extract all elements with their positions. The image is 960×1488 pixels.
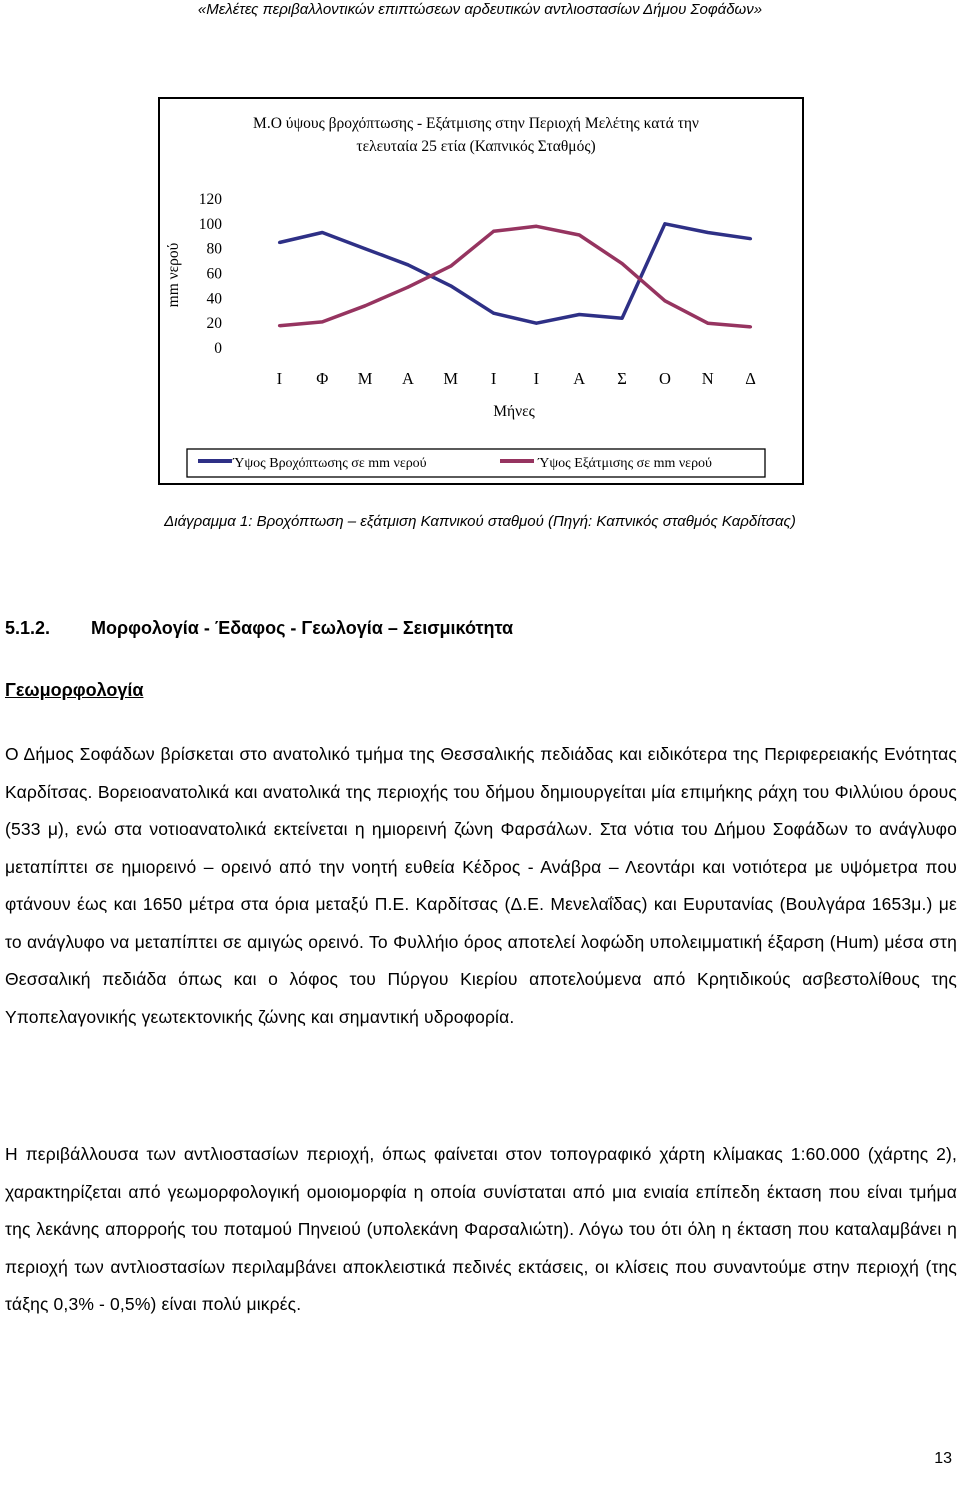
y-tick-label: 60 (206, 265, 222, 283)
evaporation-point (449, 265, 452, 268)
evaporation-point (749, 325, 752, 328)
section-heading (5, 618, 513, 639)
series-lines (278, 222, 752, 328)
rain-point (278, 241, 281, 244)
x-tick-label: Ι (490, 369, 497, 388)
x-tick-label: Μ (357, 369, 373, 388)
y-tick-label: 100 (198, 215, 222, 233)
figure-caption: Διάγραμμα 1: Βροχόπτωση – εξάτμιση Καπνικού σταθμού (Πηγή: Καπνικός σταθμός Καρδίτσας) (164, 513, 796, 530)
evaporation-point (406, 286, 409, 289)
x-tick-labels (277, 369, 756, 388)
legend-label-rain: Ύψος Βροχόπτωσης σε mm νερού (233, 456, 427, 471)
x-tick-label: Ι (533, 369, 540, 388)
evaporation-point (663, 299, 666, 302)
rain-point (706, 231, 709, 234)
chart-title-line1: Μ.Ο ύψους βροχόπτωσης - Εξάτμισης στην Περιοχή Μελέτης κατά την (253, 115, 699, 132)
y-tick-label: 20 (206, 315, 222, 333)
evaporation-point (492, 230, 495, 233)
y-tick-label: 120 (198, 191, 222, 208)
paragraph-2: Η περιβάλλουσα των αντλιοστασίων περιοχή, όπως φαίνεται στον τοπογραφικό χάρτη κλίμακας 1:60.000 (χάρτης 2), χαρακτηρίζεται από γεωμορφολογική ομοιομορφία η οποία συνίσταται από μια ενιαία επίπεδη έκταση που είναι τμήμα της λεκάνης απορροής του ποταμού Πηνειού (υπολεκάνη Φαρσαλιώτη). Λόγω του ότι όλη η έκταση που καταλαμβάνει η περιοχή των αντλιοστασίων περιλαμβάνει αποκλειστικά πεδινές εκτάσεις, οι κλίσεις που συναντούμε στην περιοχή (της τάξης 0,3% - 0,5%) είναι πολύ μικρές. (5, 1144, 957, 1314)
rain-point (492, 312, 495, 315)
y-tick-label: 80 (206, 240, 222, 258)
y-tick-label: 40 (206, 290, 222, 308)
x-tick-label: Φ (316, 369, 329, 388)
rain-point (578, 313, 581, 316)
section-title: Μορφολογία - Έδαφος - Γεωλογία – Σεισμικότητα (91, 618, 514, 638)
x-tick-label: Δ (745, 369, 756, 388)
x-tick-label: Ο (658, 369, 671, 388)
rain-point (535, 322, 538, 325)
y-tick-label: 0 (214, 340, 222, 357)
rain-point (663, 222, 666, 225)
paragraph-1: Ο Δήμος Σοφάδων βρίσκεται στο ανατολικό τμήμα της Θεσσαλικής πεδιάδας και ειδικότερα της Περιφερειακής Ενότητας Καρδίτσας. Βορειοανατολικά και ανατολικά της περιοχής του δήμου δημιουργείται μία επιμήκης ράχη του Φιλλύιου όρους (533 μ), ενώ στα νοτιοανατολικά εκτείνεται η ημιορεινή ζώνη Φαρσάλων. Στα νότια του Δήμου Σοφάδων το ανάγλυφο μεταπίπτει σε ημιορεινό – ορεινό από την νοητή ευθεία Κέδρος - Ανάβρα – Λεοντάρι και νοτιότερα με υψόμετρα που φτάνουν έως και 1650 μέτρα στα όρια μεταξύ Π.Ε. Καρδίτσας (Δ.Ε. Μενελαΐδας) και Ευρυτανίας (Βουλγάρα 1653μ.) με το ανάγλυφο να μεταπίπτει σε αμιγώς ορεινό. Το Φυλλήιο όρος αποτελεί λοφώδη υπολειμματική έξαρση (Hum) μέσα στη Θεσσαλική πεδιάδα όπως και ο λόφος του Πύργου Κιερίου αποτελούμενα από Κρητιδικούς ασβεστολίθους της Υποπελαγονικής γεωτεκτονικής ζώνης και σημαντική υδροφορία. (5, 744, 957, 1027)
x-tick-label: Ι (276, 369, 283, 388)
section-number: 5.1.2. (5, 618, 51, 638)
evaporation-point (535, 225, 538, 228)
rain-point (321, 231, 324, 234)
evaporation-point (578, 234, 581, 237)
rain-point (621, 317, 624, 320)
evaporation-point (706, 322, 709, 325)
legend-label-evaporation: Ύψος Εξάτμισης σε mm νερού (538, 456, 712, 471)
subheading-geomorphology: Γεωμορφολογία (5, 680, 144, 700)
x-tick-label: Α (573, 369, 586, 388)
x-axis-label: Μήνες (493, 403, 535, 420)
x-tick-label: Μ (443, 369, 459, 388)
rain-evaporation-chart (158, 97, 804, 485)
y-tick-labels (199, 191, 223, 357)
evaporation-point (621, 262, 624, 265)
page-header: «Μελέτες περιβαλλοντικών επιπτώσεων αρδευτικών αντλιοστασίων Δήμου Σοφάδων» (197, 1, 763, 18)
rain-point (749, 237, 752, 240)
x-tick-label: Α (401, 369, 414, 388)
evaporation-point (321, 320, 324, 323)
rain-point (449, 284, 452, 287)
chart-svg (160, 99, 802, 483)
y-axis-label: mm νερού (165, 242, 182, 308)
evaporation-point (278, 324, 281, 327)
page-number: 13 (934, 1450, 952, 1467)
x-tick-label: Ν (701, 369, 714, 388)
x-tick-label: Σ (617, 369, 627, 388)
chart-title-line2: τελευταία 25 ετία (Καπνικός Σταθμός) (356, 138, 596, 155)
evaporation-point (364, 304, 367, 307)
rain-point (364, 247, 367, 250)
rain-point (406, 263, 409, 266)
